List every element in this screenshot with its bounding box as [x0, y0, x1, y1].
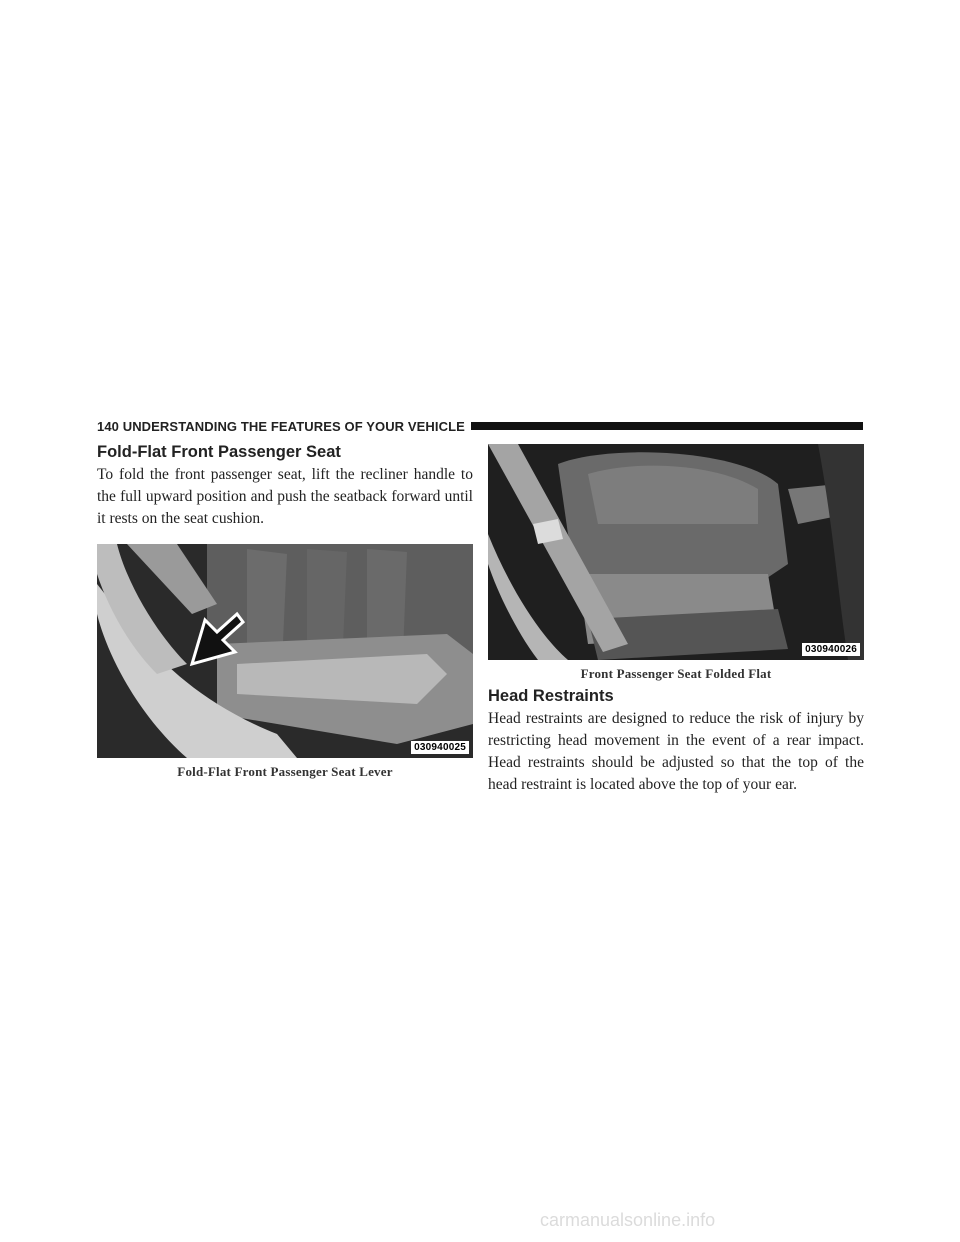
photo-seat-folded: [488, 444, 864, 660]
left-column: [97, 442, 473, 780]
watermark-logo: [540, 1210, 940, 1232]
right-column: [488, 442, 864, 796]
watermark-text: carmanualsonline.info: [540, 1210, 716, 1230]
section-heading-fold-flat: Fold-Flat Front Passenger Seat: [97, 443, 341, 461]
seat-lever-illustration: [97, 544, 473, 758]
figure-code: 030940025: [411, 741, 469, 754]
figure-caption-folded: Front Passenger Seat Folded Flat: [580, 666, 772, 681]
figure-code: 030940026: [802, 643, 860, 656]
header-rule: [471, 422, 863, 430]
section-heading-head-restraints: Head Restraints: [488, 687, 614, 705]
section-body-head-restraints: Head restraints are designed to reduce the risk of injury by restricting head movement in the event of a rear impact. Head restraints should be adjusted so that the top of the head restraint is located above the top of your ear.: [488, 710, 864, 793]
photo-seat-lever: [97, 544, 473, 758]
page-number-and-chapter: 140 UNDERSTANDING THE FEATURES OF YOUR VEHICLE: [97, 418, 465, 434]
page-header: [97, 417, 863, 435]
section-body-fold-flat: To fold the front passenger seat, lift the recliner handle to the full upward position and push the seatback forward until it rests on the seat cushion.: [97, 466, 473, 527]
figure-caption-lever: Fold-Flat Front Passenger Seat Lever: [177, 764, 393, 779]
seat-folded-illustration: [488, 444, 864, 660]
